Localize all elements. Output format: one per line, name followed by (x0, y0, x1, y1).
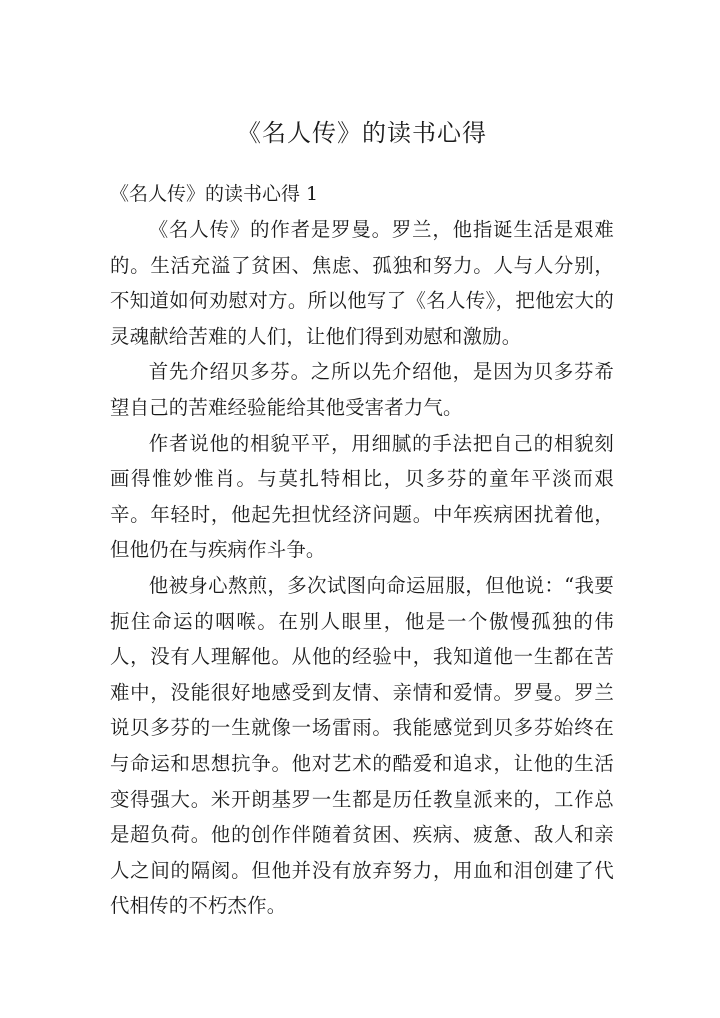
section-heading: 《名人传》的读书心得 1 (110, 183, 319, 205)
document-body (110, 212, 614, 924)
paragraph-4: 他被身心熬煎，多次试图向命运屈服，但他说：“我要扼住命运的咽喉。在别人眼里，他是一个傲慢孤独的伟人，没有人理解他。从他的经验中，我知道他一生都在苦难中，没能很好地感受到友情、亲情和爱情。罗曼。罗兰说贝多芬的一生就像一场雷雨。我能感觉到贝多芬始终在与命运和思想抗争。他对艺术的酷爱和追求，让他的生活变得强大。米开朗基罗一生都是历任教皇派来的，工作总是超负荷。他的创作伴随着贫困、疾病、疲惫、敌人和亲人之间的隔阂。但他并没有放弃努力，用血和泪创建了代代相传的不朽杰作。 (110, 573, 614, 918)
paragraph-1: 《名人传》的作者是罗曼。罗兰，他指诞生活是艰难的。生活充溢了贫困、焦虑、孤独和努力。人与人分别，不知道如何劝慰对方。所以他写了《名人传》，把他宏大的灵魂献给苦难的人们，让他们得到劝慰和激励。 (110, 218, 614, 348)
document-title: 《名人传》的读书心得 (237, 119, 487, 147)
paragraph-2: 首先介绍贝多芬。之所以先介绍他，是因为贝多芬希望自己的苦难经验能给其他受害者力气。 (110, 360, 614, 419)
paragraph-3: 作者说他的相貌平平，用细腻的手法把自己的相貌刻画得惟妙惟肖。与莫扎特相比，贝多芬的童年平淡而艰辛。年轻时，他起先担忧经济问题。中年疾病困扰着他，但他仍在与疾病作斗争。 (110, 431, 614, 562)
